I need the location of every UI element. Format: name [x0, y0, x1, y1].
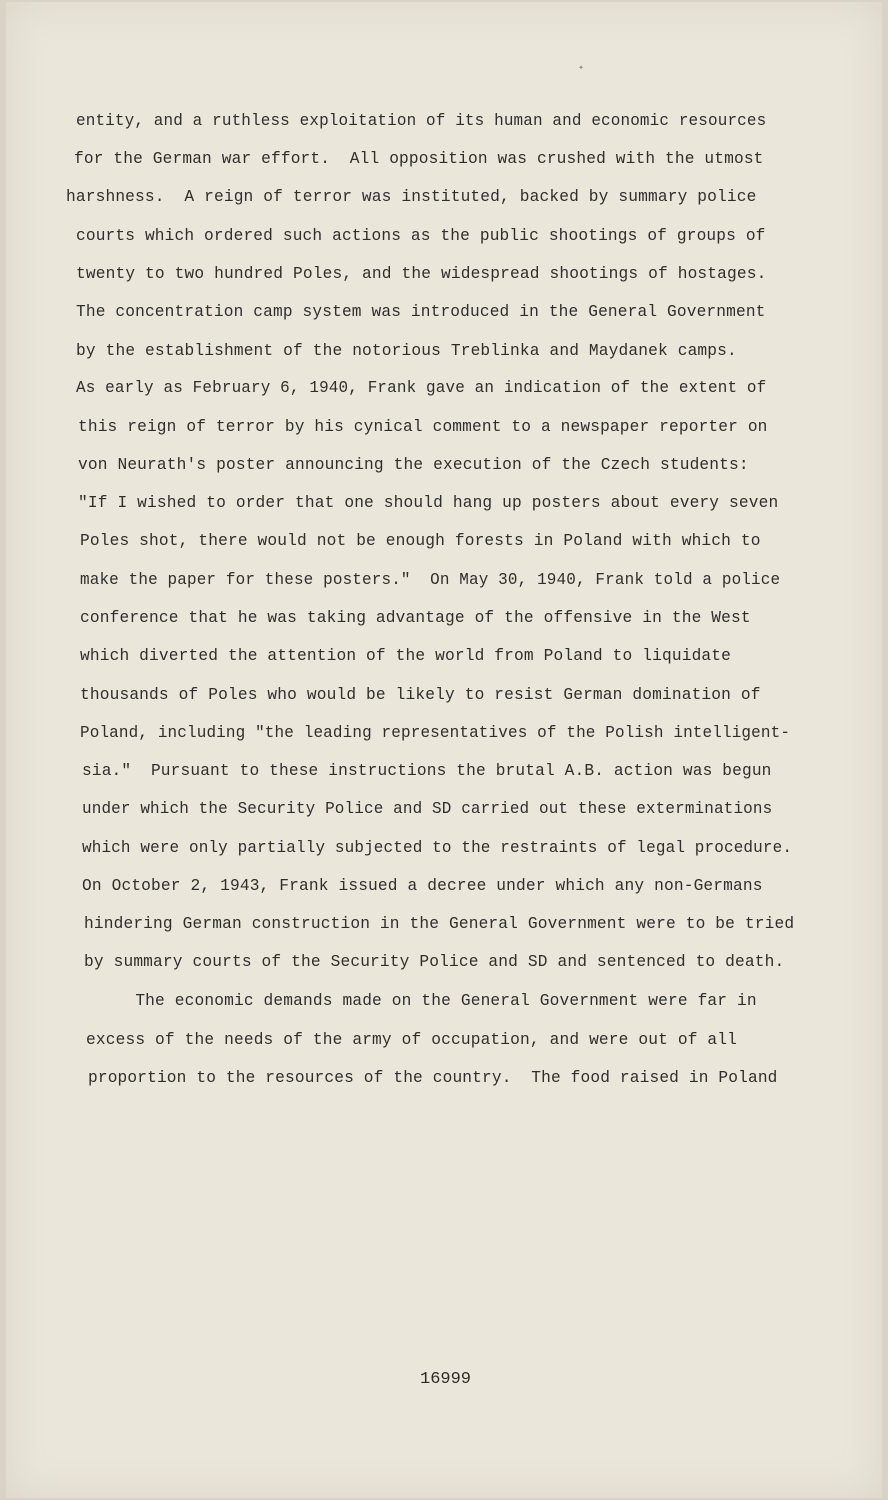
- text-line: courts which ordered such actions as the public shootings of groups of: [76, 227, 766, 245]
- text-line: under which the Security Police and SD carried out these exterminations: [82, 800, 773, 818]
- paper-speck: ✦: [578, 63, 585, 74]
- text-line: for the German war effort. All opposition was crushed with the utmost: [74, 150, 764, 168]
- text-line: twenty to two hundred Poles, and the widespread shootings of hostages.: [76, 265, 767, 283]
- text-line: The concentration camp system was introduced in the General Government: [76, 303, 766, 321]
- text-line: entity, and a ruthless exploitation of its human and economic resources: [76, 112, 767, 130]
- text-line: by the establishment of the notorious Treblinka and Maydanek camps.: [76, 342, 737, 360]
- document-page: [6, 2, 882, 1498]
- text-line: which diverted the attention of the world from Poland to liquidate: [80, 647, 732, 665]
- text-line: sia." Pursuant to these instructions the brutal A.B. action was begun: [82, 762, 772, 780]
- text-line: Poland, including "the leading representatives of the Polish intelligent-: [80, 724, 791, 742]
- text-line: As early as February 6, 1940, Frank gave an indication of the extent of: [76, 379, 767, 397]
- text-line: conference that he was taking advantage of the offensive in the West: [80, 609, 751, 627]
- text-line: this reign of terror by his cynical comment to a newspaper reporter on: [78, 418, 768, 436]
- text-line: Poles shot, there would not be enough forests in Poland with which to: [80, 532, 761, 550]
- text-line: The economic demands made on the General Government were far in: [86, 992, 757, 1010]
- text-line: make the paper for these posters." On May 30, 1940, Frank told a police: [80, 571, 781, 589]
- text-line: which were only partially subjected to the restraints of legal procedure.: [82, 839, 793, 857]
- text-line: von Neurath's poster announcing the execution of the Czech students:: [78, 456, 749, 474]
- text-line: thousands of Poles who would be likely to resist German domination of: [80, 686, 761, 704]
- text-line: harshness. A reign of terror was instituted, backed by summary police: [66, 188, 757, 206]
- text-line: hindering German construction in the General Government were to be tried: [84, 915, 795, 933]
- text-line: excess of the needs of the army of occupation, and were out of all: [86, 1031, 738, 1049]
- page-number: 16999: [420, 1370, 472, 1389]
- text-line: On October 2, 1943, Frank issued a decree under which any non-Germans: [82, 877, 763, 895]
- text-line: by summary courts of the Security Police and SD and sentenced to death.: [84, 953, 785, 971]
- text-line: "If I wished to order that one should hang up posters about every seven: [78, 494, 779, 512]
- text-line: proportion to the resources of the country. The food raised in Poland: [88, 1069, 778, 1087]
